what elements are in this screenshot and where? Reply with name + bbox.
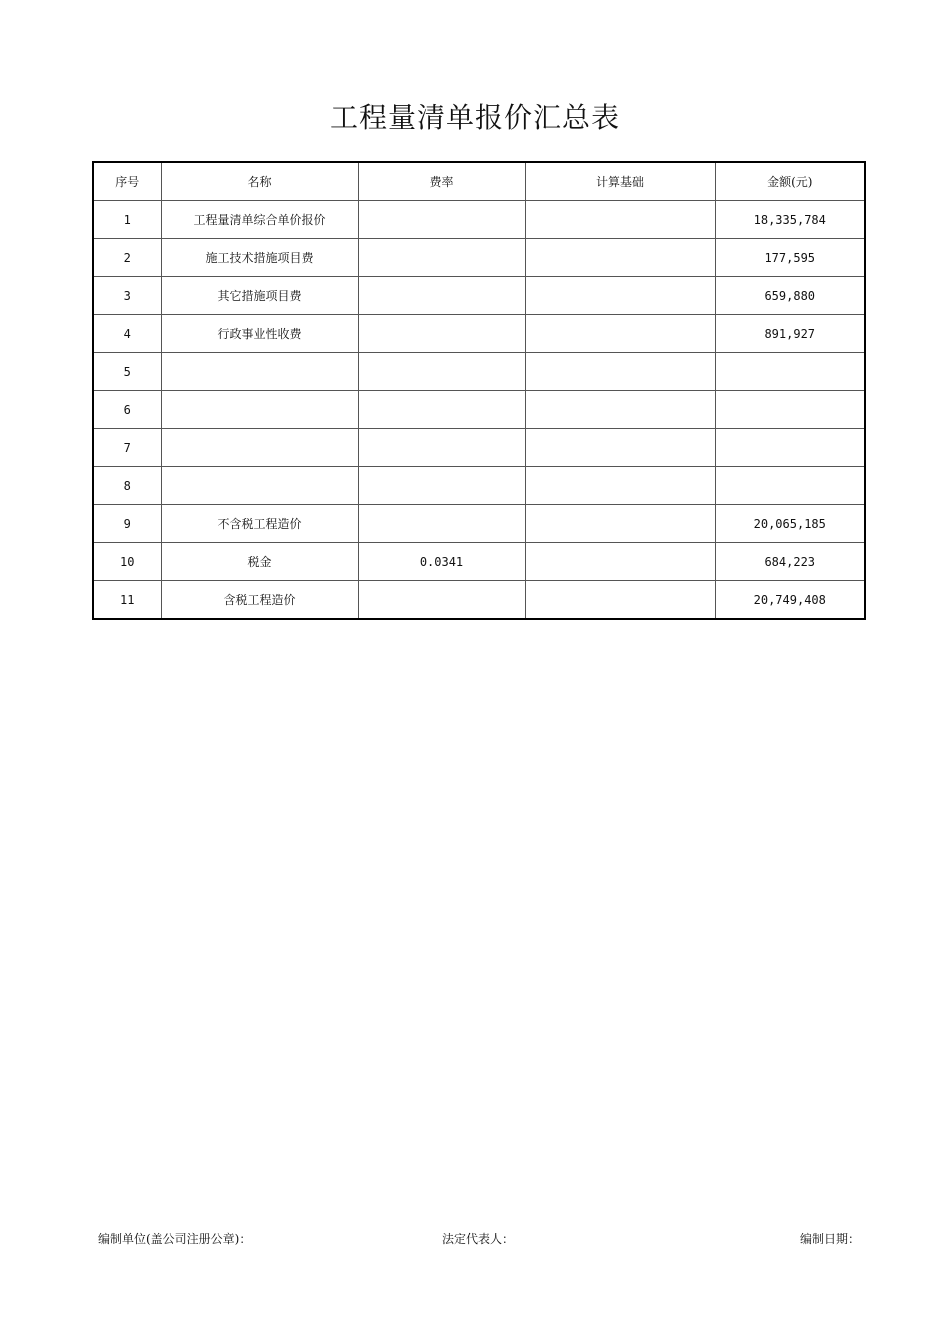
table-row bbox=[93, 277, 865, 315]
cell-amount bbox=[715, 429, 865, 467]
table-row bbox=[93, 429, 865, 467]
cell-name: 工程量清单综合单价报价 bbox=[161, 201, 358, 239]
cell-base bbox=[525, 239, 715, 277]
cell-rate bbox=[358, 391, 525, 429]
footer-representative-label: 法定代表人： bbox=[442, 1232, 515, 1246]
cell-no: 11 bbox=[93, 581, 161, 620]
cell-rate bbox=[358, 505, 525, 543]
table-row bbox=[93, 543, 865, 581]
cell-rate bbox=[358, 239, 525, 277]
header-base: 计算基础 bbox=[525, 162, 715, 201]
cell-base bbox=[525, 315, 715, 353]
header-amount: 金额(元) bbox=[715, 162, 865, 201]
cell-no: 8 bbox=[93, 467, 161, 505]
cell-name bbox=[161, 429, 358, 467]
cell-name: 其它措施项目费 bbox=[161, 277, 358, 315]
cell-rate bbox=[358, 315, 525, 353]
cell-name bbox=[161, 391, 358, 429]
cell-no: 5 bbox=[93, 353, 161, 391]
cell-no: 2 bbox=[93, 239, 161, 277]
cell-base bbox=[525, 467, 715, 505]
cell-base bbox=[525, 353, 715, 391]
table-row bbox=[93, 315, 865, 353]
page-title: 工程量清单报价汇总表 bbox=[329, 101, 620, 134]
header-rate: 费率 bbox=[358, 162, 525, 201]
cell-base bbox=[525, 505, 715, 543]
table-row bbox=[93, 391, 865, 429]
cell-name: 不含税工程造价 bbox=[161, 505, 358, 543]
cell-no: 1 bbox=[93, 201, 161, 239]
cell-no: 6 bbox=[93, 391, 161, 429]
cell-rate bbox=[358, 467, 525, 505]
cell-rate bbox=[358, 277, 525, 315]
cell-name: 施工技术措施项目费 bbox=[161, 239, 358, 277]
cell-amount bbox=[715, 391, 865, 429]
summary-table bbox=[92, 161, 866, 620]
cell-base bbox=[525, 391, 715, 429]
table-row bbox=[93, 201, 865, 239]
cell-amount: 684,223 bbox=[715, 543, 865, 581]
table-row bbox=[93, 467, 865, 505]
cell-base bbox=[525, 201, 715, 239]
cell-base bbox=[525, 429, 715, 467]
cell-amount: 20,065,185 bbox=[715, 505, 865, 543]
table-header-row bbox=[93, 162, 865, 201]
cell-no: 4 bbox=[93, 315, 161, 353]
cell-name: 含税工程造价 bbox=[161, 581, 358, 620]
cell-name bbox=[161, 353, 358, 391]
table-row bbox=[93, 239, 865, 277]
cell-base bbox=[525, 543, 715, 581]
cell-no: 3 bbox=[93, 277, 161, 315]
cell-amount: 18,335,784 bbox=[715, 201, 865, 239]
cell-no: 7 bbox=[93, 429, 161, 467]
header-no: 序号 bbox=[93, 162, 161, 201]
cell-rate bbox=[358, 429, 525, 467]
cell-amount: 659,880 bbox=[715, 277, 865, 315]
cell-rate bbox=[358, 201, 525, 239]
cell-rate bbox=[358, 353, 525, 391]
cell-rate bbox=[358, 581, 525, 620]
cell-base bbox=[525, 277, 715, 315]
cell-name bbox=[161, 467, 358, 505]
footer-unit-label: 编制单位(盖公司注册公章)： bbox=[98, 1232, 252, 1246]
cell-no: 10 bbox=[93, 543, 161, 581]
table-row bbox=[93, 505, 865, 543]
cell-amount: 891,927 bbox=[715, 315, 865, 353]
table-row bbox=[93, 353, 865, 391]
cell-name: 行政事业性收费 bbox=[161, 315, 358, 353]
table-body bbox=[93, 201, 865, 620]
cell-amount bbox=[715, 467, 865, 505]
cell-name: 税金 bbox=[161, 543, 358, 581]
header-name: 名称 bbox=[161, 162, 358, 201]
cell-rate: 0.0341 bbox=[358, 543, 525, 581]
cell-amount bbox=[715, 353, 865, 391]
cell-base bbox=[525, 581, 715, 620]
cell-amount: 177,595 bbox=[715, 239, 865, 277]
table-row bbox=[93, 581, 865, 620]
footer-date-label: 编制日期： bbox=[800, 1232, 861, 1246]
cell-no: 9 bbox=[93, 505, 161, 543]
cell-amount: 20,749,408 bbox=[715, 581, 865, 620]
